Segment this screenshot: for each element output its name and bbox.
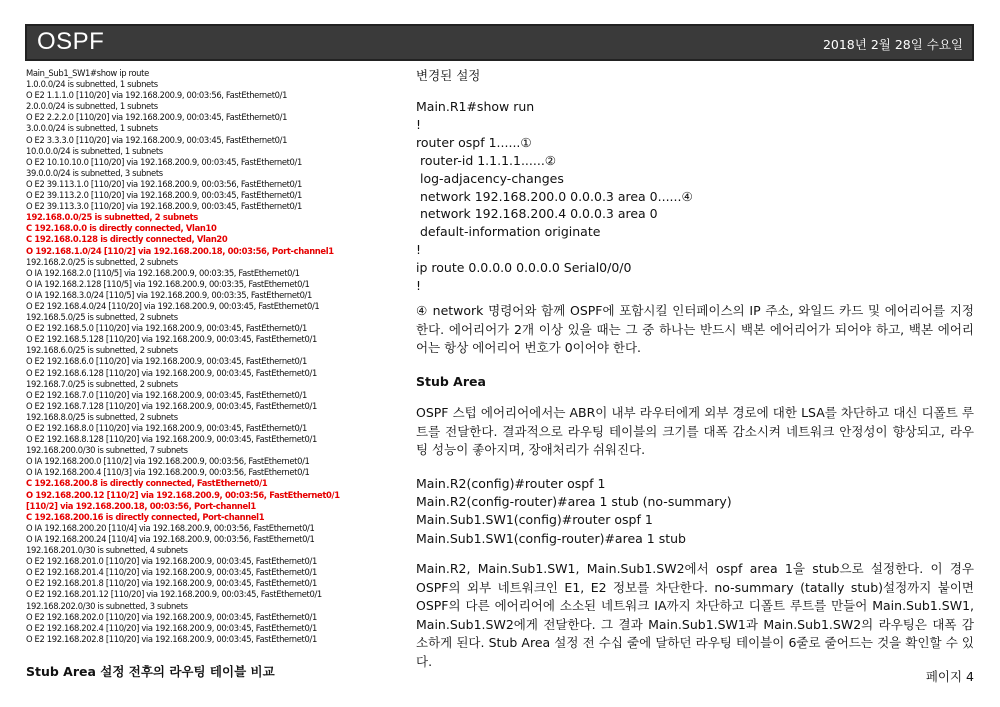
stub-command-line: Main.R2(config-router)#area 1 stub (no-summary) <box>416 494 732 510</box>
route-line: O E2 192.168.5.0 [110/20] via 192.168.200.9, 00:03:45, FastEthernet0/1 <box>26 323 307 334</box>
changed-config-heading: 변경된 설정 <box>416 68 481 83</box>
route-line: 192.168.200.0/30 is subnetted, 7 subnets <box>26 445 188 456</box>
route-line: Main_Sub1_SW1#show ip route <box>26 68 149 78</box>
route-line: O E2 192.168.201.4 [110/20] via 192.168.200.9, 00:03:45, FastEthernet0/1 <box>26 567 317 578</box>
stub-command-line: Main.Sub1.SW1(config)#router ospf 1 <box>416 512 653 528</box>
network-explanation: ④ network 명령어와 함께 OSPF에 포함시킬 인터페이스의 IP 주소, 와일드 카드 및 에어리어를 지정한다. 에어리어가 2개 이상 있을 때는 그 중 하나는 반드시 백본 에어리어가 되어야 하고, 백본 에어리어는 항상 에어리어 번호가 0이어야 한다. <box>416 303 974 355</box>
config-line: ip route 0.0.0.0 0.0.0.0 Serial0/0/0 <box>416 260 632 276</box>
route-line: O E2 39.113.3.0 [110/20] via 192.168.200.9, 00:03:45, FastEthernet0/1 <box>26 201 302 212</box>
route-line: 192.168.202.0/30 is subnetted, 3 subnets <box>26 600 188 611</box>
route-line: 192.168.8.0/25 is subnetted, 2 subnets <box>26 411 178 422</box>
config-line: ! <box>416 116 422 132</box>
routing-table-output <box>26 68 398 645</box>
route-line: O E2 192.168.202.0 [110/20] via 192.168.200.9, 00:03:45, FastEthernet0/1 <box>26 611 317 622</box>
route-line: C 192.168.0.128 is directly connected, Vlan20 <box>26 234 228 245</box>
stub-command-line: Main.R2(config)#router ospf 1 <box>416 476 606 491</box>
route-line: O E2 39.113.2.0 [110/20] via 192.168.200.9, 00:03:45, FastEthernet0/1 <box>26 190 302 201</box>
route-line: O E2 2.2.2.0 [110/20] via 192.168.200.9, 00:03:45, FastEthernet0/1 <box>26 112 288 123</box>
route-line: O 192.168.200.12 [110/2] via 192.168.200.9, 00:03:56, FastEthernet0/1 <box>26 489 340 500</box>
route-line: O E2 192.168.6.128 [110/20] via 192.168.200.9, 00:03:45, FastEthernet0/1 <box>26 367 317 378</box>
route-line: C 192.168.200.16 is directly connected, Port-channel1 <box>26 511 265 522</box>
config-line: ! <box>416 242 422 258</box>
stub-area-heading: Stub Area <box>416 374 486 389</box>
routing-table-caption: Stub Area 설정 전후의 라우팅 테이블 비교 <box>26 664 275 679</box>
route-line: 192.168.2.0/25 is subnetted, 2 subnets <box>26 256 178 267</box>
page-header <box>25 24 974 61</box>
route-line: O E2 192.168.202.4 [110/20] via 192.168.200.9, 00:03:45, FastEthernet0/1 <box>26 622 317 633</box>
route-line: O E2 3.3.3.0 [110/20] via 192.168.200.9, 00:03:45, FastEthernet0/1 <box>26 134 288 145</box>
route-line: C 192.168.0.0 is directly connected, Vlan10 <box>26 223 217 234</box>
route-line: O IA 192.168.3.0/24 [110/5] via 192.168.200.9, 00:03:35, FastEthernet0/1 <box>26 289 312 300</box>
page-title: OSPF <box>37 28 105 55</box>
route-line: O E2 192.168.6.0 [110/20] via 192.168.200.9, 00:03:45, FastEthernet0/1 <box>26 356 307 367</box>
route-line: 192.168.0.0/25 is subnetted, 2 subnets <box>26 212 198 223</box>
route-line: 2.0.0.0/24 is subnetted, 1 subnets <box>26 101 158 112</box>
route-line: [110/2] via 192.168.200.18, 00:03:56, Port-channel1 <box>26 500 256 511</box>
page-date: 2018년 2월 28일 수요일 <box>822 37 963 52</box>
config-line: network 192.168.200.4 0.0.0.3 area 0 <box>416 206 658 222</box>
config-line: Main.R1#show run <box>416 99 535 114</box>
route-line: O E2 39.113.1.0 [110/20] via 192.168.200.9, 00:03:56, FastEthernet0/1 <box>26 178 302 189</box>
route-line: O E2 10.10.10.0 [110/20] via 192.168.200.9, 00:03:45, FastEthernet0/1 <box>26 156 302 167</box>
route-line: O E2 192.168.7.0 [110/20] via 192.168.200.9, 00:03:45, FastEthernet0/1 <box>26 389 307 400</box>
config-line: router-id 1.1.1.1......② <box>416 152 557 168</box>
config-line: ! <box>416 278 422 293</box>
route-line: O IA 192.168.200.24 [110/4] via 192.168.200.9, 00:03:56, FastEthernet0/1 <box>26 533 315 544</box>
config-line: default-information originate <box>416 224 601 240</box>
route-line: O IA 192.168.200.4 [110/3] via 192.168.200.9, 00:03:56, FastEthernet0/1 <box>26 467 310 478</box>
route-line: O E2 192.168.8.128 [110/20] via 192.168.200.9, 00:03:45, FastEthernet0/1 <box>26 434 317 445</box>
route-line: O E2 1.1.1.0 [110/20] via 192.168.200.9, 00:03:56, FastEthernet0/1 <box>26 90 288 101</box>
route-line: O E2 192.168.5.128 [110/20] via 192.168.200.9, 00:03:45, FastEthernet0/1 <box>26 334 317 345</box>
route-line: O E2 192.168.7.128 [110/20] via 192.168.200.9, 00:03:45, FastEthernet0/1 <box>26 400 317 411</box>
stub-command-line: Main.Sub1.SW1(config-router)#area 1 stub <box>416 530 686 546</box>
route-line: O E2 192.168.202.8 [110/20] via 192.168.200.9, 00:03:45, FastEthernet0/1 <box>26 633 317 644</box>
route-line: 192.168.201.0/30 is subnetted, 4 subnets <box>26 545 188 556</box>
route-line: O IA 192.168.200.0 [110/2] via 192.168.200.9, 00:03:56, FastEthernet0/1 <box>26 456 310 467</box>
route-line: 192.168.5.0/25 is subnetted, 2 subnets <box>26 312 178 323</box>
config-line: network 192.168.200.0 0.0.0.3 area 0......④ <box>416 188 693 204</box>
route-line: O E2 192.168.201.8 [110/20] via 192.168.200.9, 00:03:45, FastEthernet0/1 <box>26 578 317 589</box>
route-line: O 192.168.1.0/24 [110/2] via 192.168.200.18, 00:03:56, Port-channel1 <box>26 245 334 256</box>
route-line: 10.0.0.0/24 is subnetted, 1 subnets <box>26 145 163 156</box>
route-line: 192.168.7.0/25 is subnetted, 2 subnets <box>26 378 178 389</box>
stub-area-description: OSPF 스텁 에어리어에서는 ABR이 내부 라우터에게 외부 경로에 대한 LSA를 차단하고 대신 디폴트 루트를 전달한다. 결과적으로 라우팅 테이블의 크기를 대폭 감소시켜 네트워크 안정성이 향상되고, 라우팅 성능이 좋아지며, 장애처리가 쉬워진다. <box>416 405 974 457</box>
route-line: O E2 192.168.201.0 [110/20] via 192.168.200.9, 00:03:45, FastEthernet0/1 <box>26 556 317 567</box>
route-line: O E2 192.168.201.12 [110/20] via 192.168.200.9, 00:03:45, FastEthernet0/1 <box>26 589 322 600</box>
route-line: O E2 192.168.4.0/24 [110/20] via 192.168.200.9, 00:03:45, FastEthernet0/1 <box>26 300 320 311</box>
route-line: O IA 192.168.2.128 [110/5] via 192.168.200.9, 00:03:35, FastEthernet0/1 <box>26 278 310 289</box>
route-line: C 192.168.200.8 is directly connected, FastEthernet0/1 <box>26 478 268 489</box>
route-line: O IA 192.168.200.20 [110/4] via 192.168.200.9, 00:03:56, FastEthernet0/1 <box>26 522 315 533</box>
config-line: log-adjacency-changes <box>416 170 564 186</box>
config-line: router ospf 1......① <box>416 134 532 150</box>
page-number: 페이지 4 <box>925 669 974 684</box>
route-line: O E2 192.168.8.0 [110/20] via 192.168.200.9, 00:03:45, FastEthernet0/1 <box>26 423 307 433</box>
stub-result-description: Main.R2, Main.Sub1.SW1, Main.Sub1.SW2에서 ospf area 1을 stub으로 설정한다. 이 경우 OSPF의 외부 네트워크인 E1, E2 정보를 차단한다. no-summary (tatally stub)설정까지 붙이면 OSPF의 다른 에어리어에 소소된 네트워크 IA까지 차단하고 디폴트 루트를 만들어 Main.Sub1.SW1, Main.Sub1.SW2에게 전달한다. 그 결과 Main.Sub1.SW1과 Main.Sub1.SW2의 라우팅은 대폭 감소하게 된다. Stub Area 설정 전 수십 줄에 달하던 라우팅 테이블이 6줄로 줄어드는 것을 확인할 수 있다. <box>416 561 974 669</box>
route-line: 192.168.6.0/25 is subnetted, 2 subnets <box>26 345 178 356</box>
route-line: O IA 192.168.2.0 [110/5] via 192.168.200.9, 00:03:35, FastEthernet0/1 <box>26 267 300 278</box>
route-line: 39.0.0.0/24 is subnetted, 3 subnets <box>26 167 163 178</box>
route-line: 3.0.0.0/24 is subnetted, 1 subnets <box>26 123 158 134</box>
route-line: 1.0.0.0/24 is subnetted, 1 subnets <box>26 79 158 90</box>
